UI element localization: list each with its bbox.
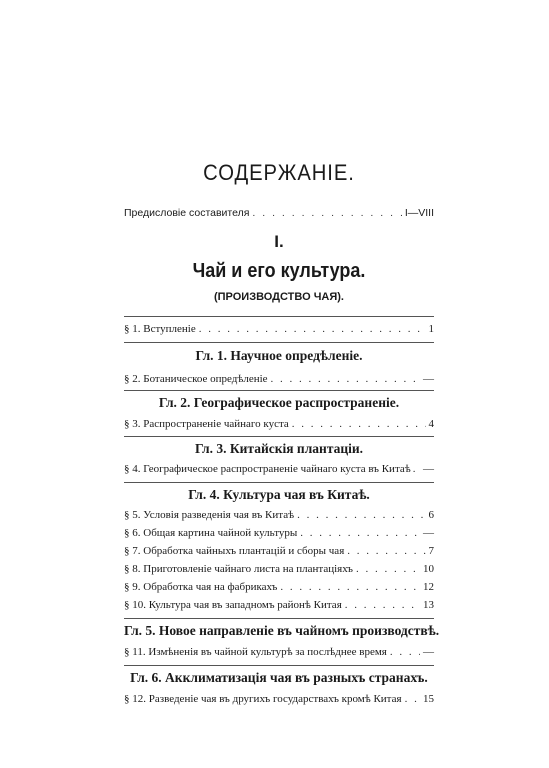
chapter-heading: Гл. 3. Китайскія плантаціи. [194, 441, 364, 456]
part-number: I. [274, 232, 284, 251]
entry-label: § 5. Условія разведенія чая въ Китаѣ [124, 509, 295, 521]
section-rule [124, 342, 434, 343]
entry-label: § 4. Географическое распространеніе чайнаго куста въ Китаѣ [124, 463, 411, 475]
leader-dots [271, 373, 420, 385]
entry-page: — [423, 373, 434, 385]
page-title: СОДЕРЖАНІЕ. [203, 160, 355, 185]
entry-label: § 12. Разведеніе чая въ другихъ государствахъ кромѣ Китая [124, 693, 402, 705]
leader-dots [199, 323, 426, 335]
section-rule [124, 665, 434, 666]
entry-page: — [423, 463, 434, 475]
toc-entry [124, 527, 434, 539]
leader-dots [405, 693, 420, 705]
leader-dots [356, 563, 420, 575]
toc-entry [124, 693, 434, 705]
section-rule [124, 436, 434, 437]
entry-page: 15 [423, 693, 434, 705]
toc-entry [124, 463, 434, 475]
leader-dots [390, 646, 420, 658]
entry-page: 13 [423, 599, 434, 611]
toc-entry [124, 323, 434, 335]
toc-entry [124, 509, 434, 521]
toc-entry [124, 599, 434, 611]
leader-dots [292, 418, 426, 430]
entry-page: I—VIII [404, 207, 434, 219]
leader-dots [300, 527, 420, 539]
toc-entry [124, 646, 434, 658]
part-title: Чай и его культура. [192, 260, 366, 282]
entry-label: § 11. Измѣненія въ чайной культурѣ за послѣднее время [124, 646, 387, 658]
chapter-heading: Гл. 5. Новое направленіе въ чайномъ производствѣ. [124, 623, 440, 638]
leader-dots [297, 509, 425, 521]
entry-label: § 6. Общая картина чайной культуры [124, 527, 298, 539]
leader-dots [252, 207, 401, 219]
entry-label: § 1. Вступленіе [124, 323, 196, 335]
entry-label: § 9. Обработка чая на фабрикахъ [124, 581, 278, 593]
toc-entry [124, 373, 434, 385]
section-rule [124, 482, 434, 483]
entry-page: 7 [428, 545, 434, 557]
entry-page: 4 [428, 418, 434, 430]
leader-dots [280, 581, 420, 593]
chapter-heading: Гл. 6. Акклиматизація чая въ разныхъ странахъ. [130, 670, 428, 685]
entry-label: § 7. Обработка чайныхъ плантацій и сборы чая [124, 545, 345, 557]
entry-page: 10 [423, 563, 434, 575]
section-rule [124, 618, 434, 619]
entry-page: — [423, 527, 434, 539]
entry-page: — [423, 646, 434, 658]
entry-label: Предисловіе составителя [124, 207, 250, 219]
toc-entry [124, 545, 434, 557]
toc-entry [124, 563, 434, 575]
leader-dots [345, 599, 420, 611]
entry-label: § 2. Ботаническое опредѣленіе [124, 373, 268, 385]
chapter-heading: Гл. 1. Научное опредѣленіе. [195, 348, 363, 363]
leader-dots [413, 463, 421, 475]
entry-label: § 10. Культура чая въ западномъ районѣ Китая [124, 599, 342, 611]
toc-entry-preface [124, 207, 434, 219]
entry-page: 6 [428, 509, 434, 521]
toc-entry [124, 581, 434, 593]
leader-dots [347, 545, 425, 557]
entry-page: 1 [428, 323, 434, 335]
toc-entry [124, 418, 434, 430]
entry-page: 12 [423, 581, 434, 593]
chapter-heading: Гл. 2. Географическое распространеніе. [158, 395, 400, 410]
section-rule [124, 316, 434, 317]
entry-label: § 8. Приготовленіе чайнаго листа на плантаціяхъ [124, 563, 353, 575]
entry-label: § 3. Распространеніе чайнаго куста [124, 418, 289, 430]
part-subtitle: (ПРОИЗВОДСТВО ЧАЯ). [213, 291, 344, 303]
chapter-heading: Гл. 4. Культура чая въ Китаѣ. [188, 487, 370, 502]
section-rule [124, 390, 434, 391]
